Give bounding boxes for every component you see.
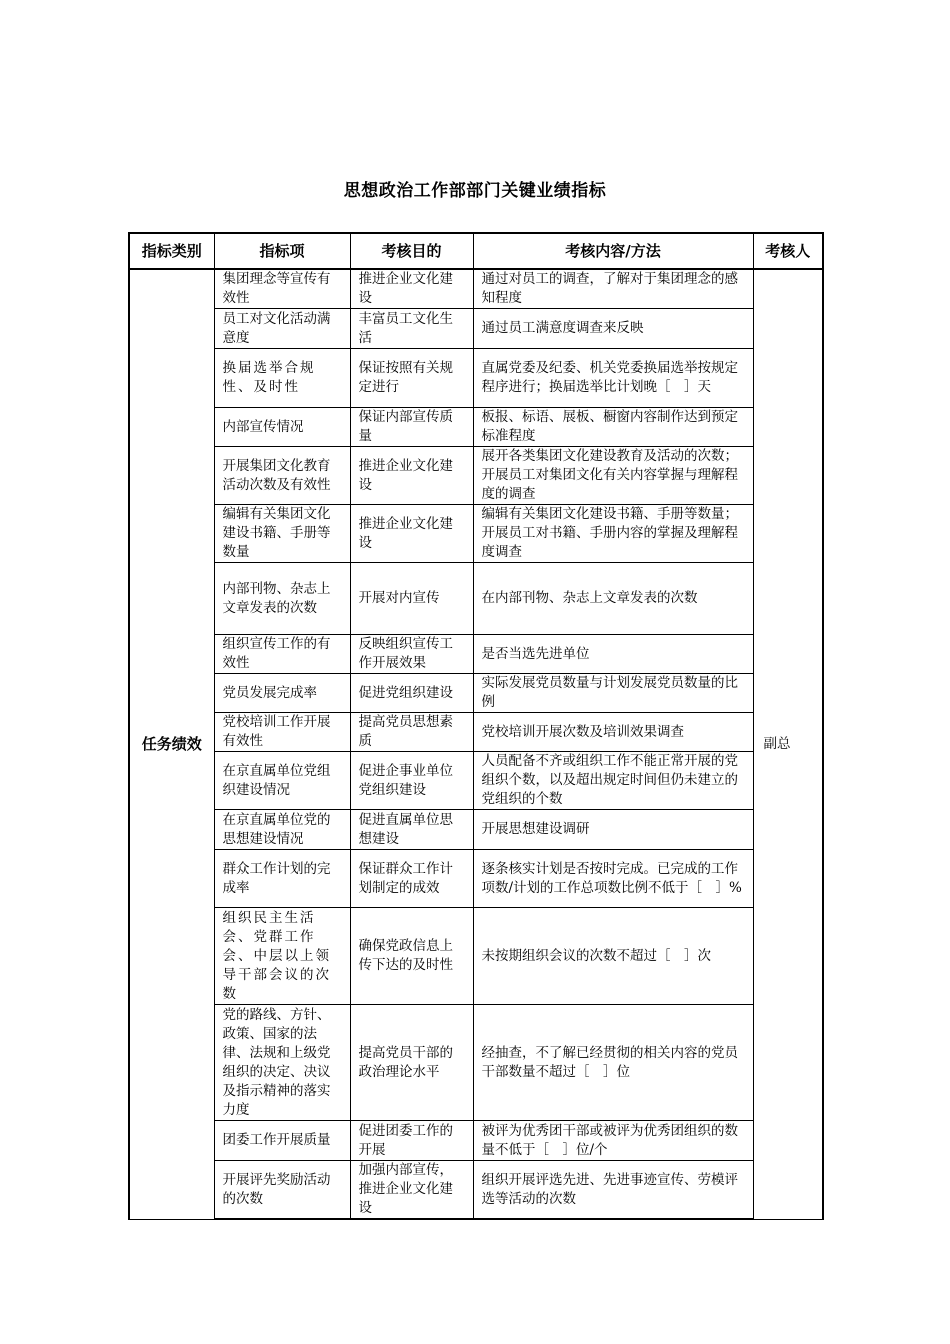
header-method: 考核内容/方法 — [473, 233, 753, 269]
table-row — [129, 635, 823, 674]
method-cell: 实际发展党员数量与计划发展党员数量的比例 — [473, 674, 753, 713]
purpose-cell: 推进企业文化建设 — [350, 505, 473, 563]
item-cell: 员工对文化活动满意度 — [214, 309, 350, 349]
table-row — [129, 908, 823, 1005]
purpose-cell: 推进企业文化建设 — [350, 447, 473, 505]
item-cell: 内部宣传情况 — [214, 408, 350, 447]
purpose-cell: 提高党员干部的政治理论水平 — [350, 1005, 473, 1121]
table-header-row — [129, 233, 823, 269]
method-cell: 开展思想建设调研 — [473, 810, 753, 850]
table-row — [129, 713, 823, 752]
purpose-cell: 加强内部宣传，推进企业文化建设 — [350, 1161, 473, 1220]
table-row — [129, 1161, 823, 1220]
item-cell: 编辑有关集团文化建设书籍、手册等数量 — [214, 505, 350, 563]
table-row — [129, 349, 823, 408]
table-row — [129, 563, 823, 635]
method-cell: 板报、标语、展板、橱窗内容制作达到预定标准程度 — [473, 408, 753, 447]
header-category: 指标类别 — [129, 233, 214, 269]
table-row — [129, 674, 823, 713]
item-cell: 在京直属单位党组织建设情况 — [214, 752, 350, 810]
method-cell: 人员配备不齐或组织工作不能正常开展的党组织个数，以及超出规定时间但仍未建立的党组织的个数 — [473, 752, 753, 810]
method-cell: 展开各类集团文化建设教育及活动的次数；开展员工对集团文化有关内容掌握与理解程度的调查 — [473, 447, 753, 505]
item-cell: 党员发展完成率 — [214, 674, 350, 713]
method-cell: 组织开展评选先进、先进事迹宣传、劳模评选等活动的次数 — [473, 1161, 753, 1220]
item-cell: 团委工作开展质量 — [214, 1121, 350, 1161]
table-row — [129, 309, 823, 349]
item-cell: 换届选举合规性、及时性 — [214, 349, 350, 408]
item-cell: 在京直属单位党的思想建设情况 — [214, 810, 350, 850]
purpose-cell: 保证群众工作计划制定的成效 — [350, 850, 473, 908]
reviewer-cell: 副总 — [753, 269, 823, 1219]
item-cell: 党校培训工作开展有效性 — [214, 713, 350, 752]
purpose-cell: 开展对内宣传 — [350, 563, 473, 635]
item-cell: 集团理念等宣传有效性 — [214, 269, 350, 309]
purpose-cell: 反映组织宣传工作开展效果 — [350, 635, 473, 674]
method-cell: 未按期组织会议的次数不超过［ ］次 — [473, 908, 753, 1005]
purpose-cell: 丰富员工文化生活 — [350, 309, 473, 349]
purpose-cell: 保证内部宣传质量 — [350, 408, 473, 447]
method-cell: 编辑有关集团文化建设书籍、手册等数量；开展员工对书籍、手册内容的掌握及理解程度调查 — [473, 505, 753, 563]
table-row — [129, 1121, 823, 1161]
purpose-cell: 促进团委工作的开展 — [350, 1121, 473, 1161]
method-cell: 被评为优秀团干部或被评为优秀团组织的数量不低于［ ］位/个 — [473, 1121, 753, 1161]
item-cell: 党的路线、方针、政策、国家的法律、法规和上级党组织的决定、决议及指示精神的落实力度 — [214, 1005, 350, 1121]
method-cell: 通过员工满意度调查来反映 — [473, 309, 753, 349]
purpose-cell: 推进企业文化建设 — [350, 269, 473, 309]
method-cell: 直属党委及纪委、机关党委换届选举按规定程序进行；换届选举比计划晚［ ］天 — [473, 349, 753, 408]
table-row — [129, 408, 823, 447]
method-cell: 经抽查，不了解已经贯彻的相关内容的党员干部数量不超过［ ］位 — [473, 1005, 753, 1121]
table-row — [129, 505, 823, 563]
table-row — [129, 752, 823, 810]
item-cell: 组织宣传工作的有效性 — [214, 635, 350, 674]
purpose-cell: 促进企事业单位党组织建设 — [350, 752, 473, 810]
method-cell: 是否当选先进单位 — [473, 635, 753, 674]
purpose-cell: 提高党员思想素质 — [350, 713, 473, 752]
header-purpose: 考核目的 — [350, 233, 473, 269]
method-cell: 通过对员工的调查，了解对于集团理念的感知程度 — [473, 269, 753, 309]
purpose-cell: 保证按照有关规定进行 — [350, 349, 473, 408]
purpose-cell: 确保党政信息上传下达的及时性 — [350, 908, 473, 1005]
purpose-cell: 促进党组织建设 — [350, 674, 473, 713]
table-row — [129, 810, 823, 850]
method-cell: 逐条核实计划是否按时完成。已完成的工作项数/计划的工作总项数比例不低于［ ］% — [473, 850, 753, 908]
header-reviewer: 考核人 — [753, 233, 823, 269]
item-cell: 内部刊物、杂志上文章发表的次数 — [214, 563, 350, 635]
table-row — [129, 1005, 823, 1121]
table-row — [129, 447, 823, 505]
item-cell: 群众工作计划的完成率 — [214, 850, 350, 908]
item-cell: 组织民主生活会、党群工作会、中层以上领导干部会议的次数 — [214, 908, 350, 1005]
document-title: 思想政治工作部部门关键业绩指标 — [343, 181, 607, 201]
table-row — [129, 269, 823, 309]
kpi-table — [128, 232, 824, 1220]
category-cell: 任务绩效 — [129, 269, 214, 1219]
method-cell: 在内部刊物、杂志上文章发表的次数 — [473, 563, 753, 635]
purpose-cell: 促进直属单位思想建设 — [350, 810, 473, 850]
method-cell: 党校培训开展次数及培训效果调查 — [473, 713, 753, 752]
item-cell: 开展集团文化教育活动次数及有效性 — [214, 447, 350, 505]
header-item: 指标项 — [214, 233, 350, 269]
item-cell: 开展评先奖励活动的次数 — [214, 1161, 350, 1220]
table-row — [129, 850, 823, 908]
